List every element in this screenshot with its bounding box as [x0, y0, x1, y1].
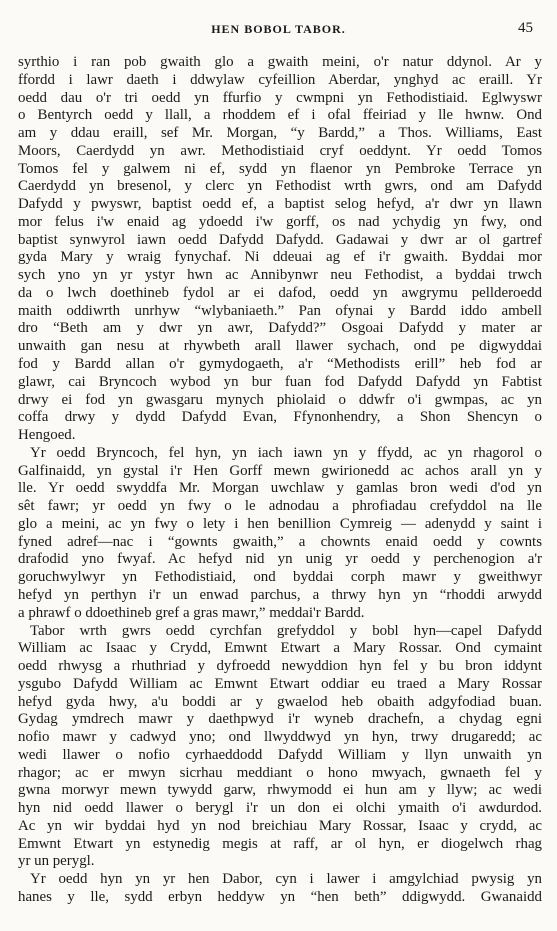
text-line: glo a meini, ac yn fwy o lety i hen benillion Cymreig — adenydd y saint i	[18, 515, 542, 532]
text-line: William ac Isaac y Crydd, Emwnt Etwart a Mary Rossar. Ond cymaint	[18, 640, 542, 657]
text-line: drwy ei fod yn gwasgaru mynych phiolaid o ddwfr o'i gwmpas, ac yn	[18, 391, 542, 408]
text-line: syrthio i ran pob gwaith glo a gwaith meini, o'r natur ddynol. Ar y	[18, 54, 542, 70]
running-title: HEN BOBOL TABOR.	[211, 22, 346, 36]
text-line: sêt fawr; yr oedd yn fwy o le adnodau a phrofiadau crefyddol na lle	[18, 498, 542, 515]
page-number: 45	[518, 20, 533, 36]
text-line: gyda Mary y wraig fynychaf. Ni ddeuai ag ef i'r gwaith. Byddai mor	[18, 249, 542, 266]
text-line: Galfinaidd, yn gystal i'r Hen Gorff mewn gwirionedd ac achos arall yn y	[18, 462, 542, 479]
text-line: Caerdydd yn bresenol, y clerc yn Fethodist wrth gwrs, ond am Dafydd	[18, 178, 542, 195]
body-text	[18, 54, 542, 907]
text-line: hanes y lle, sydd erbyn heddyw yn “hen beth” ddigwydd. Gwanaidd	[18, 888, 542, 905]
text-line: nofio mawr y cadwyd yno; ond llwyddwyd yn hyn, trwy drugaredd; ac	[18, 729, 542, 746]
text-line: ysgubo Dafydd William ac Emwnt Etwart oddiar eu traed a Mary Rossar	[18, 675, 542, 692]
text-line: mor felus i'w enaid ag ydoedd i'w gorff, os nad ychydig yn fwy, ond	[18, 213, 542, 230]
text-line: drafodid yno fwyaf. Ac hefyd nid yn unig yr oedd y perchenogion a'r	[18, 551, 542, 568]
text-line: oedd rhwysg a rhuthriad y dyfroedd newyddion hyn fel y bu bron iddynt	[18, 658, 542, 675]
text-line: oedd dau o'r tri oedd yn ffurfio y cwmpni yn Fethodistiaid. Eglwyswr	[18, 89, 542, 106]
text-line: Emwnt Etwart yn estynedig megis at raff, ar ol hyn, er diogelwch rhag	[18, 835, 542, 852]
text-line: hefyd gyda hwy, a'u boddi ar y gwaelod heb obaith adgyfodiad buan.	[18, 693, 542, 710]
text-line: Hengoed.	[18, 427, 76, 444]
text-line: goruchwylwyr yn Fethodistiaid, ond byddai corph mawr y gweithwyr	[18, 569, 542, 586]
text-line: baptist synwyrol iawn oedd Dafydd Dafydd. Gadawai y dwr ar ol gartref	[18, 231, 542, 248]
text-line: yr un perygl.	[18, 853, 95, 870]
text-line: Dafydd y pwyswr, baptist oedd ef, a baptist selog hefyd, a'r dwr yn llawn	[18, 196, 542, 213]
running-header	[0, 22, 557, 40]
text-line: dro “Beth am y dwr yn awr, Dafydd?” Osgoai Dafydd y mater ar	[18, 320, 542, 337]
text-line: rhagor; ac er mwyn sicrhau meddiant o hono mwyach, gwnaeth fel y	[18, 764, 542, 781]
text-line: sych yno yn yr ystyr hwn ac Annibynwr neu Fethodist, a byddai trwch	[18, 267, 542, 284]
text-line: a phrawf o ddoethineb gref a gras mawr,” meddai'r Bardd.	[18, 604, 365, 621]
text-line: lle. Yr oedd swyddfa Mr. Morgan uwchlaw y gamlas bron wedi d'od yn	[18, 480, 542, 497]
text-line: o Bentyrch oedd y llall, a rhoddem ef i ofal ffeiriad y lle hwnw. Ond	[18, 107, 542, 124]
text-line: glawr, cai Bryncoch wybod yn bur fuan fod Dafydd Dafydd yn Fabtist	[18, 373, 542, 390]
text-line: wedi llawer o nofio cyrhaeddodd Dafydd William y llyn unwaith yn	[18, 746, 542, 763]
text-line: fod y Bardd allan o'r gymydogaeth, a'r “Methodists erill” heb fod ar	[18, 356, 542, 373]
text-line: Gydag ymdrech mawr y daethpwyd i'r wyneb drachefn, a chydag egni	[18, 711, 542, 728]
text-line: am y ddau eraill, sef Mr. Morgan, “y Bardd,” a Thos. Williams, East	[18, 125, 542, 142]
text-line: fyned adref—nac i “gownts gwaith,” a chownts enaid oedd y cownts	[18, 533, 542, 550]
text-line: maith oddiwrth unrhyw “wlybaniaeth.” Pan ofynai y Bardd iddo ambell	[18, 302, 542, 319]
text-line: ffordd i lawr daeth i ddwylaw cyfeillion Aberdar, ynghyd ac eraill. Yr	[18, 71, 542, 88]
text-line: da o lwch doethineb fydol ar ei dafod, oedd yn awgrymu pellderoedd	[18, 284, 542, 301]
text-line: gwna morwyr mewn tywydd garw, rhwymodd ei hun am y llyw; ac wedi	[18, 782, 542, 799]
text-line: hyn nid oedd llawer o berygl i'r un don ei olchi ymaith o'i awdurdod.	[18, 800, 542, 817]
text-line: coffa drwy y dydd Dafydd Evan, Ffynonhendry, a Shon Shencyn o	[18, 409, 542, 426]
text-line: Yr oedd hyn yn yr hen Dabor, cyn i lawer i amgylchiad pwysig yn	[30, 871, 542, 888]
text-line: Ac yn wir byddai hyd yn nod breichiau Mary Rossar, Isaac y crydd, ac	[18, 817, 542, 834]
text-line: hefyd yn perthyn i'r un enwad parchus, a thrwy hyn yn “rhoddi arwydd	[18, 586, 542, 603]
text-line: Tabor wrth gwrs oedd cyrchfan grefyddol y bobl hyn—capel Dafydd	[30, 622, 542, 639]
text-line: Tomos fel y galwem ni ef, sydd yn flaenor yn Pembroke Terrace yn	[18, 160, 542, 177]
text-line: Moors, Caerdydd yn awr. Methodistiaid cryf oeddynt. Yr oedd Tomos	[18, 142, 542, 159]
text-line: Yr oedd Bryncoch, fel hyn, yn iach iawn yn y ffydd, ac yn rhagorol o	[30, 444, 542, 461]
text-line: unwaith gan nesu at rhywbeth arall llawer sychach, ond pe digwyddai	[18, 338, 542, 355]
